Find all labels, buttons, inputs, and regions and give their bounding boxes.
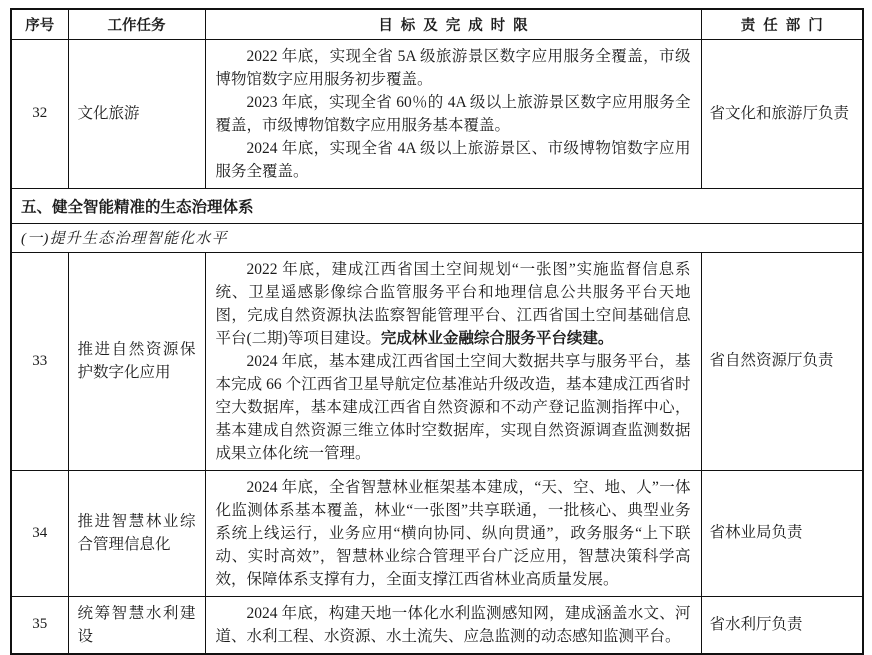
goal-paragraph: 2024 年底，实现全省 4A 级以上旅游景区、市级博物馆数字应用服务全覆盖。 [215, 139, 691, 180]
goal-cell [205, 39, 701, 188]
responsible-department: 省林业局负责 [701, 470, 863, 596]
header-col-dept: 责任部门 [701, 9, 863, 39]
goal-emphasized-text: 完成林业金融综合服务平台续建。 [380, 329, 614, 347]
goal-paragraph [216, 258, 691, 350]
section-heading: 五、健全智能精准的生态治理体系 [11, 188, 863, 223]
table-row-34 [11, 470, 863, 596]
subsection-heading: (一)提升生态治理智能化水平 [11, 223, 863, 252]
table-row-32 [11, 39, 863, 188]
goal-paragraph: 2023 年底，实现全省 60％的 4A 级以上旅游景区数字应用服务全覆盖，市级博物馆数字应用服务基本覆盖。 [215, 93, 691, 134]
goal-cell [205, 252, 701, 470]
responsible-department: 省自然资源厅负责 [701, 252, 863, 470]
row-number: 35 [11, 596, 68, 654]
task-name: 统筹智慧水利建设 [68, 596, 205, 654]
goal-paragraph: 2024 年底，基本建成江西省国土空间大数据共享与服务平台，基本完成 66 个江西省卫星导航定位基准站升级改造，基本建成江西省时空大数据库，基本建成江西省自然资源和不动产登记监测指挥中心，基本建成自然资源三维立体时空数据库，实现自然资源调查监测数据成果立体化统一管理。 [215, 352, 691, 462]
header-col-no: 序号 [11, 9, 68, 39]
row-number: 34 [11, 470, 68, 596]
work-plan-table [10, 8, 864, 655]
row-number: 32 [11, 39, 68, 188]
task-name: 推进自然资源保护数字化应用 [68, 252, 205, 470]
responsible-department: 省水利厅负责 [701, 596, 863, 654]
task-name: 文化旅游 [68, 39, 205, 188]
task-name: 推进智慧林业综合管理信息化 [68, 470, 205, 596]
goal-cell [205, 470, 701, 596]
row-number: 33 [11, 252, 68, 470]
responsible-department: 省文化和旅游厅负责 [701, 39, 863, 188]
header-col-task: 工作任务 [68, 9, 205, 39]
goal-paragraph: 2022 年底，实现全省 5A 级旅游景区数字应用服务全覆盖，市级博物馆数字应用服务初步覆盖。 [215, 47, 691, 88]
goal-text: 2022 年底，建成江西省国土空间规划“一张图”实施监督信息系统、卫星遥感影像综合监管服务平台和地理信息公共服务平台天地图，完成自然资源执法监察智能管理平台、江西省国土空间基础信息平台(二期)等项目建设。 [215, 260, 691, 347]
table-row-35 [11, 596, 863, 654]
table-row-33 [11, 252, 863, 470]
section-heading-row [11, 188, 863, 223]
goal-paragraph: 2024 年底，构建天地一体化水利监测感知网，建成涵盖水文、河道、水利工程、水资源、水土流失、应急监测的动态感知监测平台。 [215, 604, 691, 645]
goal-cell [205, 596, 701, 654]
table-header-row [11, 9, 863, 39]
header-col-goal: 目标及完成时限 [205, 9, 701, 39]
goal-paragraph: 2024 年底，全省智慧林业框架基本建成，“天、空、地、人”一体化监测体系基本覆盖，林业“一张图”共享联通，一批核心、典型业务系统上线运行，业务应用“横向协同、纵向贯通”，政务服务“上下联动、实时高效”，智慧林业综合管理平台广泛应用，智慧决策科学高效，保障体系支撑有力，全面支撑江西省林业高质量发展。 [215, 478, 691, 588]
subsection-heading-row [11, 223, 863, 252]
